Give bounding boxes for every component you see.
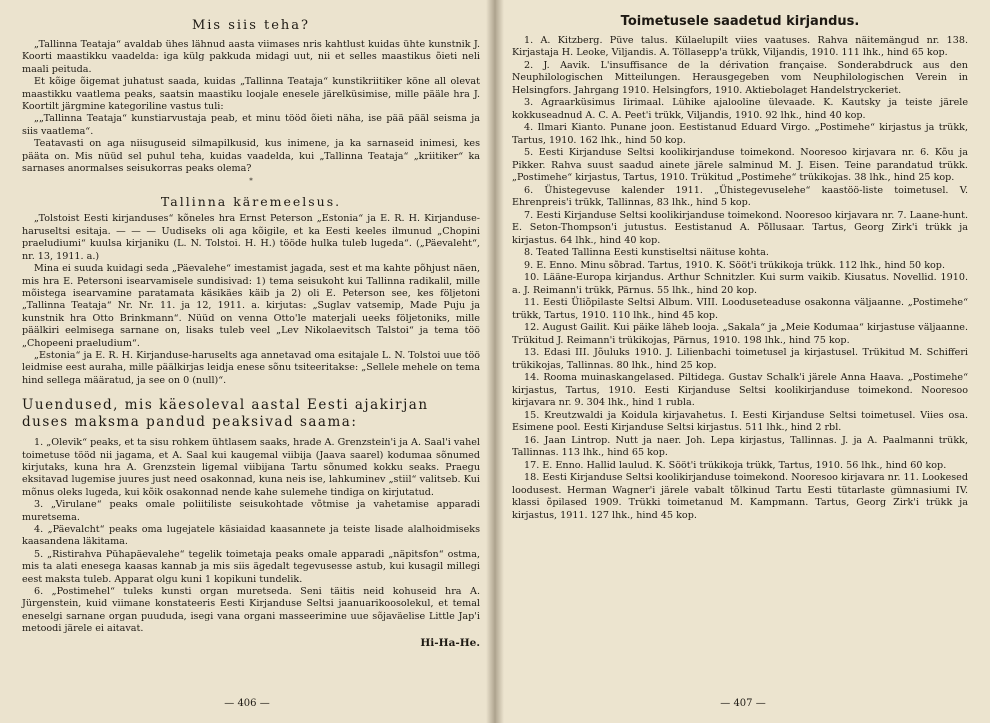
paragraph: 6. „Postimehel“ tuleks kunsti organ muretseda. Seni täitis neid kohuseid hra A. Jürgenstein, kuid viimane konstateeris Eesti Kirjanduse Seltsi jaanuarikoosolekul, et temal eneselgi sarnane organ puududa, isegi vana organi masseerimine uue sõjaväelise Little Jap'i metoodi järele ei aitavat. <box>22 586 480 635</box>
list-item: 10. Lääne-Europa kirjandus. Arthur Schnitzler. Kui surm vaikib. Kiusatus. Novellid. 1910. a. J. Reimann'i trükk, Pärnus. 55 lhk., hind 20 kop. <box>512 272 968 296</box>
list-item: 12. August Gailit. Kui päike läheb looja. „Sakala“ ja „Meie Kodumaa“ kirjastuse väljaanne. Trükitud J. Reimann'i trükikojas, Pärnus, 1910. 198 lhk., hind 75 kop. <box>512 322 968 346</box>
paragraph: „Estonia“ ja E. R. H. Kirjanduse-haruselts aga annetavad oma esitajale L. N. Tolstoi uue töö leidmise eest auraha, mille päälkirjas leidja enese sõnu tsiteeritakse: „Sellele mehele on tema hind sellega määratud, ja see on 0 (null)“. <box>22 349 480 386</box>
list-item: 17. E. Enno. Hallid laulud. K. Sööt'i trükikoja trükk, Tartus, 1910. 56 lhk., hind 60 kop. <box>524 459 947 471</box>
paragraph: 1. „Olevik“ peaks, et ta sisu rohkem ühtlasem saaks, hrade A. Grenzstein'i ja A. Saal'i vahel toimetuse tööd nii jagama, et A. Saal kui kaugemal viibija (Jaava saarel) kodumaa sõnumed kirjutaks, kuna hra A. Grenzstein ligemal viibijana Tartu sõnumed kokku seaks. Praegu eksitavad lugemise juures just need osakonnad, kuna neis ise, lahkuminev „stiil“ valitseb. Kui mõnus oleks lugeda, kui kõik osakonnad nende kahe sulemehe tindiga on kirjutatud. <box>22 437 480 498</box>
book-gutter <box>486 0 504 723</box>
left-page <box>0 0 494 723</box>
list-item: 2. J. Aavik. L'insuffisance de la dérivation française. Sonderabdruck aus den Neuphilologischen Mitteilungen. Herausgegeben vom Neuphilologischen Verein in Helsingfors. Jahrgang 1910. Helsingfors, 1910. Aktiebolaget Handelstryckeriet. <box>512 60 968 96</box>
list-item: 6. Ühistegevuse kalender 1911. „Ühistegevuselehe“ kaastöö-liste toimetusel. V. Ehrenpreis'i trükk, Tallinnas, 83 lhk., hind 5 kop. <box>512 184 968 209</box>
list-item: 7. Eesti Kirjanduse Seltsi koolikirjanduse toimekond. Nooresoo kirjavara nr. 7. Laane-hunt. E. Seton-Thompson'i jutustus. Eestistanud A. Põllusaar. Tartus, Georg Zirk'i trükk ja kirjastus. 64 lhk., hind 40 kop. <box>512 209 968 246</box>
list-item: 8. Teated Tallinna Eesti kunstiseltsi näituse kohta. <box>524 247 769 259</box>
list-item: 3. Agraarküsimus Iirimaal. Lühike ajalooline ülevaade. K. Kautsky ja teiste järele kokkuseadnud A. C. A. Peet'i trükk, Viljandis, 1910. 92 lhk., hind 40 kop. <box>512 97 968 121</box>
list-item: 15. Kreutzwaldi ja Koidula kirjavahetus. I. Eesti Kirjanduse Seltsi toimetusel. Viies osa. Esimene pool. Eesti Kirjanduse Seltsi kirjastus. 511 lhk., hind 2 rbl. <box>512 409 968 434</box>
paragraph: Et kõige õigemat juhatust saada, kuidas „Tallinna Teataja“ kunstikriitiker köne all olevat maastikku vaatlema peaks, saatsin maastiku loojale enesele järelküsimise, mille pääle hra J. Koortilt järgmine kategoriline vastus tuli: <box>22 76 480 113</box>
list-item: 1. A. Kitzberg. Püve talus. Külaelupilt viies vaatuses. Rahva näitemängud nr. 138. Kirjastaja H. Leoke, Viljandis. A. Töllasepp'a trükk, Viljandis, 1910. 111 lhk., hind 65 kop. <box>512 35 968 59</box>
paragraph: Teatavasti on aga niisuguseid silmapilkusid, kus inimene, ja ka sarnaseid inimesi, kes pääta on. Mis nüüd sel puhul teha, kuidas vaadelda, kui „Tallinna Teataja“ „kriitiker“ ka sarnases anormalses seisukorras peaks olema? <box>22 138 480 175</box>
paragraph: „Tallinna Teataja“ avaldab ühes lähnud aasta viimases nris kahtlust kuidas ühte kunstnik J. Koorti maastikku vaadelda: iga külg pakkuda midagi uut, nii et selles maastikus õieti neli maali peituda. <box>22 39 480 75</box>
page-number: — 406 — <box>224 698 270 709</box>
paragraph: „Tolstoist Eesti kirjanduses“ kõneles hra Ernst Peterson „Estonia“ ja E. R. H. Kirjanduse-haruseltsi esitaja. — — — Uudiseks oli aga kõigile, et ka Eesti keeles ilmunud „Chopini praeludiumi“ kuulsa kirjaniku (L. N. Tolstoi. H. H.) tööde hulka tuleb lugeda“. („Päevaleht“, nr. 13, 1911. a.) <box>22 213 480 262</box>
list-item: 5. Eesti Kirjanduse Seltsi koolikirjanduse toimekond. Nooresoo kirjavara nr. 6. Kõu ja Pikker. Rahva suust saadud ainete järele salminud M. J. Eisen. Teine parandatud trükk. „Postimehe“ kirjastus, Tartus, 1910. Trükitud „Postimehe“ trükikojas. 38 lhk., hind 25 kop. <box>512 147 968 184</box>
section-title-kirjandus: Toimetusele saadetud kirjandus. <box>620 14 860 29</box>
page-number: — 407 — <box>720 698 766 709</box>
section-title-karemeelsus: Tallinna käremeelsus. <box>160 194 342 210</box>
list-item: 14. Rooma muinaskangelased. Piltidega. Gustav Schalk'i järele Anna Haava. „Postimehe“ kirjastus, Tartus, 1910. Eesti Kirjanduse Seltsi koolikirjanduse toimekond. Nooresoo kirjavara nr. 9. 304 lhk., hind 1 rubla. <box>512 372 968 409</box>
paragraph: 3. „Virulane“ peaks omale poliitiliste seisukohtade võtmise ja vahetamise apparadi muretsema. <box>22 499 480 523</box>
paragraph: 5. „Ristirahva Pühapäevalehe“ tegelik toimetaja peaks omale apparadi „näpitsfon“ ostma, mis ta alati enesega kaasas kannab ja mis siis ägedalt tegevusesse astub, kui kusagil millegi eest maksta tuleb. Apparat olgu kuni 1 kopikuni tundelik. <box>22 548 480 585</box>
list-item: 18. Eesti Kirjanduse Seltsi koolikirjanduse toimekond. Nooresoo kirjavara nr. 11. Lookesed loodusest. Herman Wagner'i järele vabalt tõlkinud Tartu Eesti tütarlaste gümnasiumi IV. klassi õpilased 1909. Trükki toimetanud M. Kampmann. Tartus, Georg Zirk'i trükk ja kirjastus, 1911. 127 lhk., hind 45 kop. <box>512 472 968 521</box>
paragraph: 4. „Päevalcht“ peaks oma lugejatele käsiaidad kaasannete ja teiste lisade alalhoidmiseks kaasandena läkitama. <box>22 524 480 548</box>
book-list <box>512 35 968 522</box>
list-item: 16. Jaan Lintrop. Nutt ja naer. Joh. Lepa kirjastus, Tallinnas. J. ja A. Paalmanni trükk, Tallinnas. 113 lhk., hind 65 kop. <box>512 434 968 459</box>
section-title-uuendused: Uuendused, mis käesoleval aastal Eesti ajakirjan duses maksma pandud peaksivad saama: <box>22 397 429 431</box>
section-divider-star: * <box>249 177 253 186</box>
signature: Hi-Ha-He. <box>420 636 480 649</box>
list-item: 13. Edasi III. Jõuluks 1910. J. Lilienbachi toimetusel ja kirjastusel. Trükitud M. Schifferi trükikojas, Tallinnas. 80 lhk., hind 25 kop. <box>512 347 968 371</box>
right-page <box>496 0 990 723</box>
list-item: 11. Eesti Üliõpilaste Seltsi Album. VIII. Looduseteaduse osakonna väljaanne. „Postimehe“ trükk, Tartus, 1910. 110 lhk., hind 45 kop. <box>512 297 968 321</box>
paragraph: „„Tallinna Teataja“ kunstiarvustaja peab, et minu tööd õieti näha, ise pää pääl seisma ja siis vaatlema“. <box>22 113 480 137</box>
list-item: 9. E. Enno. Minu sõbrad. Tartus, 1910. K. Sööt'i trükikoja trükk. 112 lhk., hind 50 kop. <box>524 259 945 271</box>
list-item: 4. Ilmari Kianto. Punane joon. Eestistanud Eduard Virgo. „Postimehe“ kirjastus ja trükk, Tartus, 1910. 162 lhk., hind 50 kop. <box>512 122 968 146</box>
section-title-mis-siis-teha: Mis siis teha? <box>191 18 311 33</box>
paragraph: Mina ei suuda kuidagi seda „Päevalehe“ imestamist jagada, sest et ma kahte põhjust näen, mis hra E. Petersoni isearvamisele sundisivad: 1) tema seisukoht kui Tallinna radikalil, mille mõistega isearvamine paratamata käsikäes käib ja 2) oli E. Peterson see, kes följetoni „Tallinna Teataja“ Nr. Nr. 11. ja 12, 1911. a. kirjutas: „Suglav vatsemip, Made Puju ja kunstnik hra Otto Brinkmann“. Nüüd on venna Otto'le materjali ueeks följetoniks, mille päälkiri eelmisega sarnane on, lisaks tuleb veel „Lev Nikolaevitsch Talstoi“ ja tema töö „Chopeeni praeludium“. <box>22 263 480 349</box>
